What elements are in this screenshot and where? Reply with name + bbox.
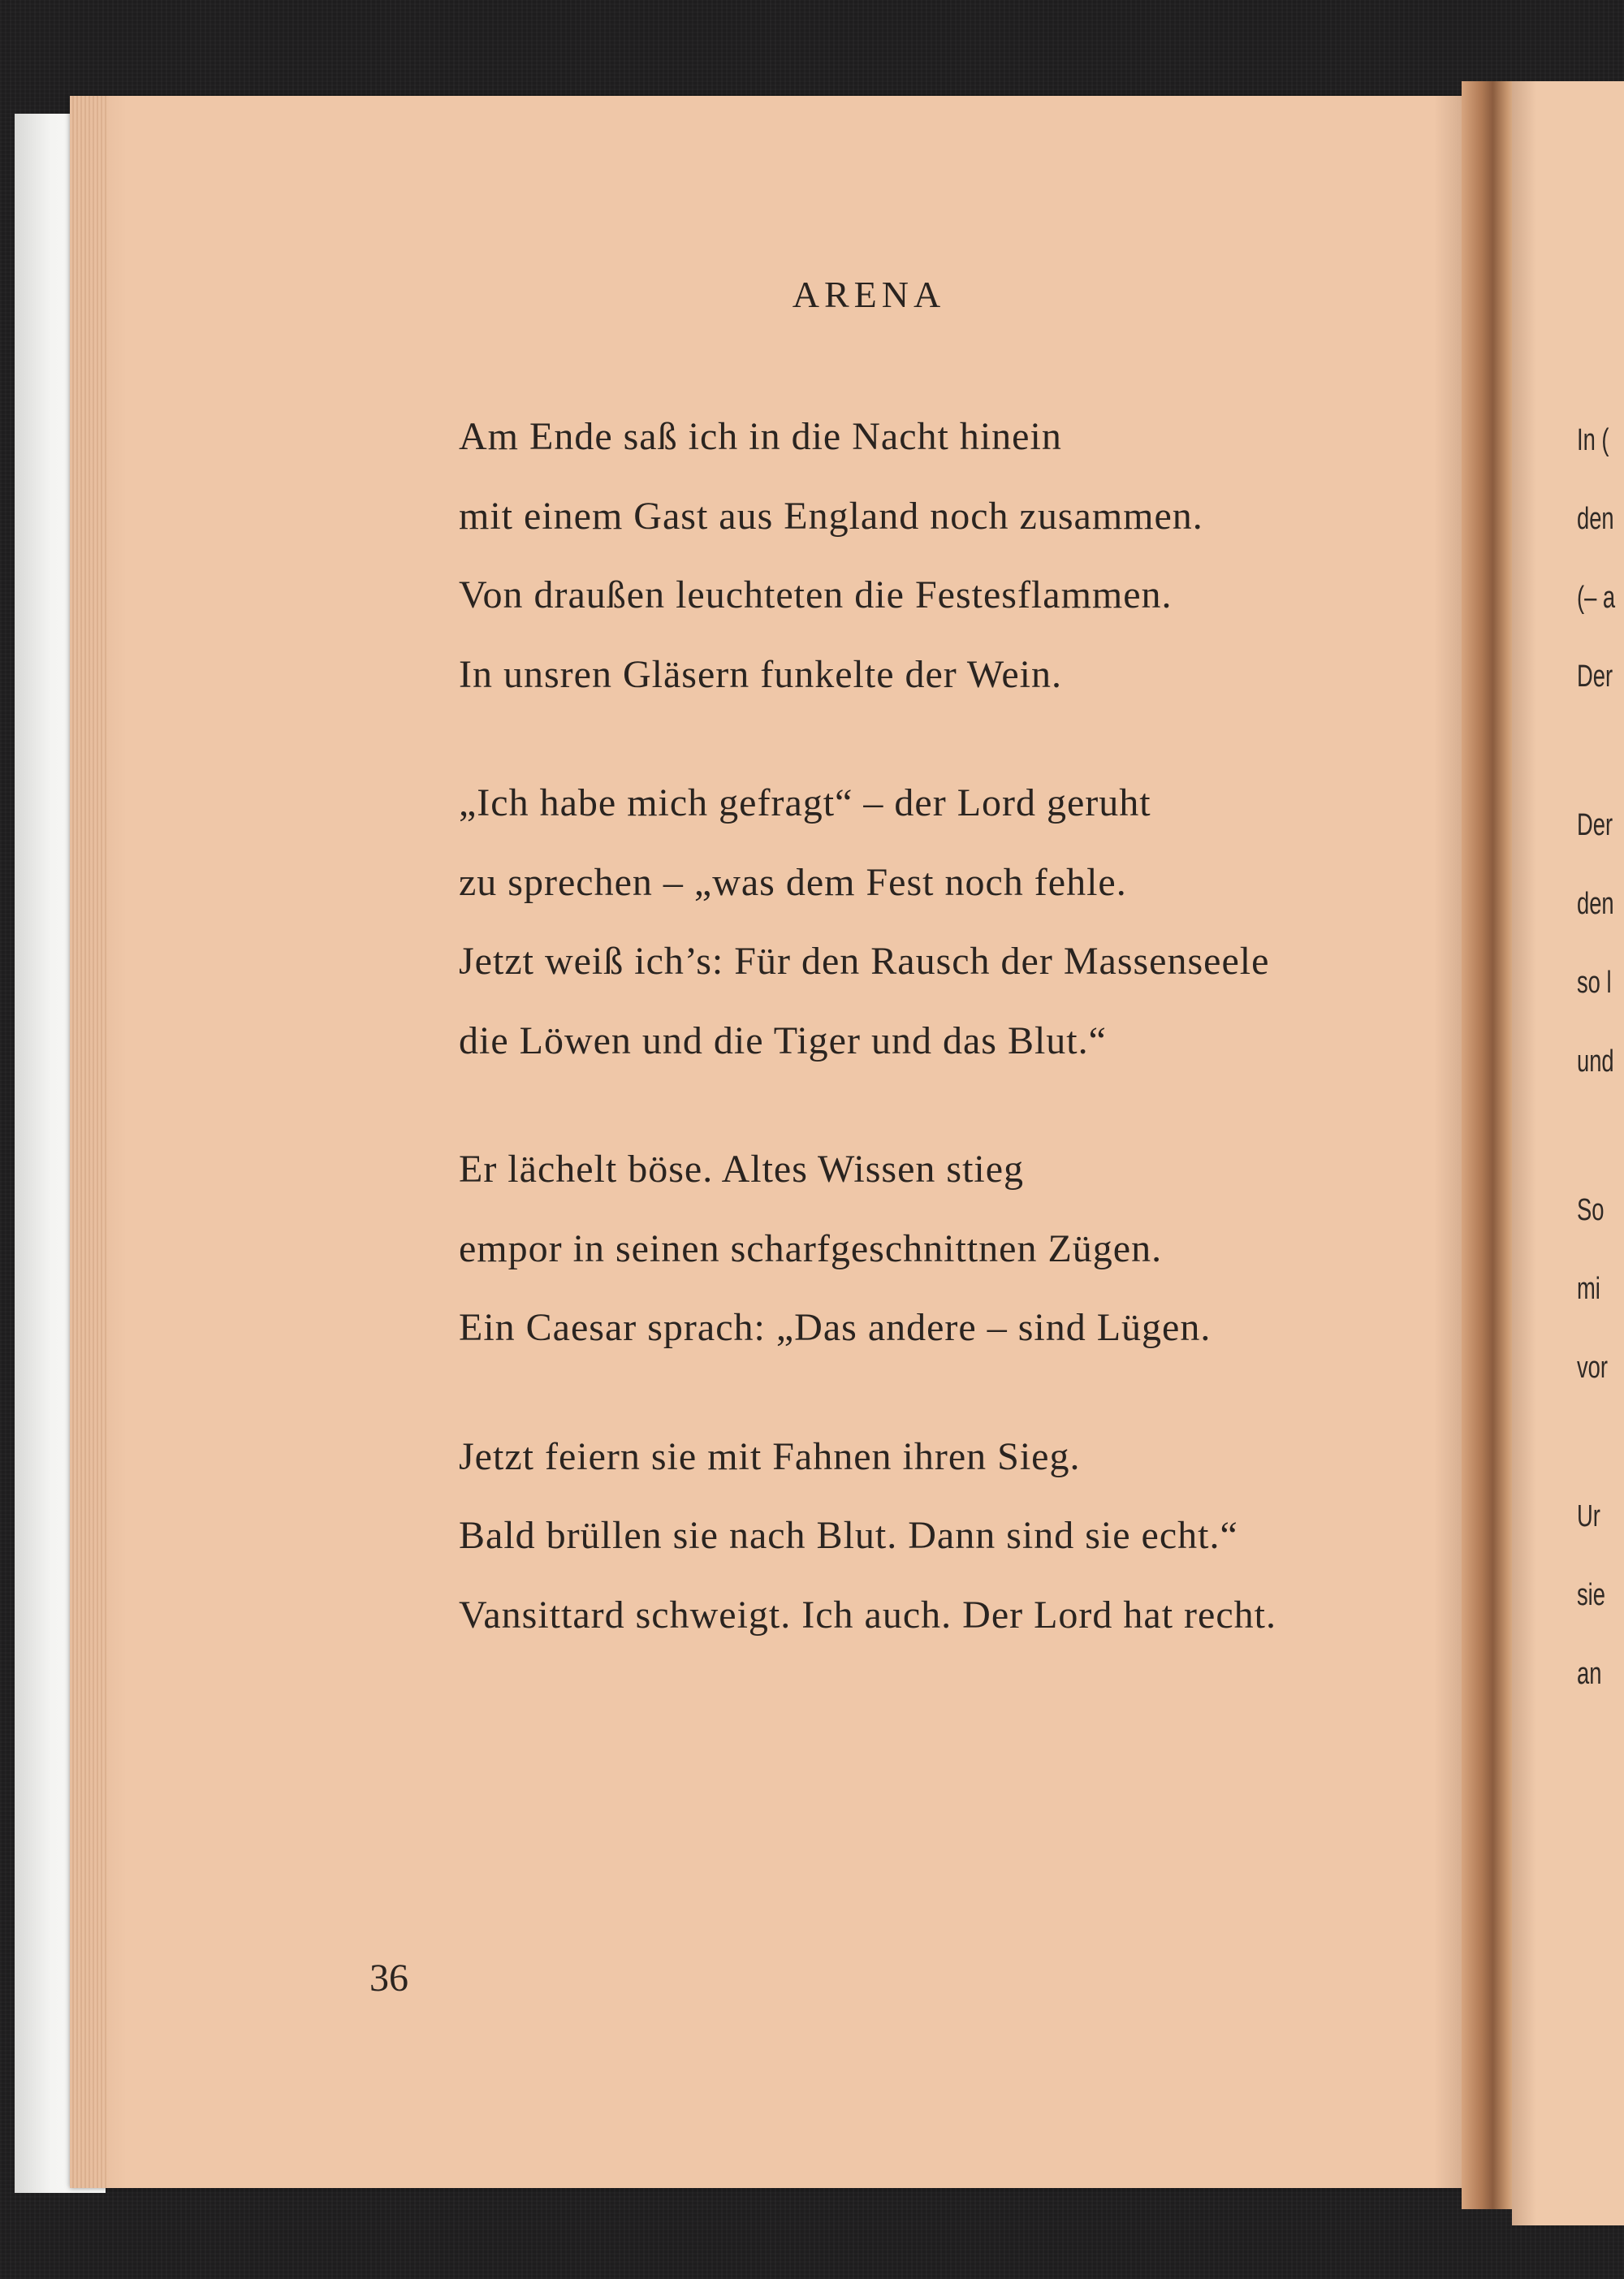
poem-line: Am Ende saß ich in die Nacht hinein xyxy=(459,415,1062,458)
fragment-line: mi xyxy=(1577,1272,1600,1306)
poem-line: mit einem Gast aus England noch zusammen. xyxy=(459,494,1203,538)
stanza xyxy=(459,1145,1276,1383)
book-gutter xyxy=(1462,81,1518,2209)
poem-line: Bald brüllen sie nach Blut. Dann sind sie echt.“ xyxy=(459,1514,1238,1557)
poem-line: empor in seinen scharfgeschnittnen Zügen. xyxy=(459,1226,1163,1270)
fragment-line: so l xyxy=(1577,966,1612,1000)
fragment-line: den xyxy=(1577,887,1614,921)
poem-line: In unsren Gläsern funkelte der Wein. xyxy=(459,652,1063,696)
poem-line: Ein Caesar sprach: „Das andere – sind Lügen. xyxy=(459,1306,1212,1349)
poem-line: die Löwen und die Tiger und das Blut.“ xyxy=(459,1018,1107,1062)
fragment-line: an xyxy=(1577,1657,1602,1691)
poem-line: zu sprechen – „was dem Fest noch fehle. xyxy=(459,860,1127,904)
fragment-line: Der xyxy=(1577,659,1613,694)
fragment-line: den xyxy=(1577,502,1614,536)
stanza xyxy=(459,1433,1276,1671)
fragment-line: vor xyxy=(1577,1351,1609,1385)
fragment-stanza xyxy=(1577,1186,1611,1422)
right-page-text-fragments xyxy=(1577,416,1616,1798)
fragment-line: und xyxy=(1577,1044,1614,1079)
poem-line: Jetzt feiern sie mit Fahnen ihren Sieg. xyxy=(459,1434,1081,1478)
fragment-line: sie xyxy=(1577,1578,1605,1612)
poem-line: Von draußen leuchteten die Festesflammen. xyxy=(459,573,1173,616)
stanza xyxy=(459,779,1276,1096)
poem-title: ARENA xyxy=(792,274,946,315)
poem-line: Jetzt weiß ich’s: Für den Rausch der Massenseele xyxy=(459,940,1270,983)
fragment-line: (– a xyxy=(1577,581,1616,615)
page-number: 36 xyxy=(369,1957,408,2000)
poem-body xyxy=(459,413,1276,1719)
page-edges xyxy=(70,96,107,2188)
stanza xyxy=(459,413,1276,729)
fragment-line: In ( xyxy=(1577,423,1609,457)
poem-line: Er lächelt böse. Altes Wissen stieg xyxy=(459,1148,1025,1191)
poem-line: „Ich habe mich gefragt“ – der Lord geruht xyxy=(459,781,1151,824)
fragment-stanza xyxy=(1577,1492,1611,1728)
fragment-stanza xyxy=(1577,801,1614,1116)
fragment-stanza xyxy=(1577,416,1616,731)
fragment-line: Der xyxy=(1577,808,1613,842)
fragment-line: Ur xyxy=(1577,1499,1600,1533)
poem-line: Vansittard schweigt. Ich auch. Der Lord hat recht. xyxy=(459,1593,1276,1637)
fragment-line: So xyxy=(1577,1193,1605,1227)
